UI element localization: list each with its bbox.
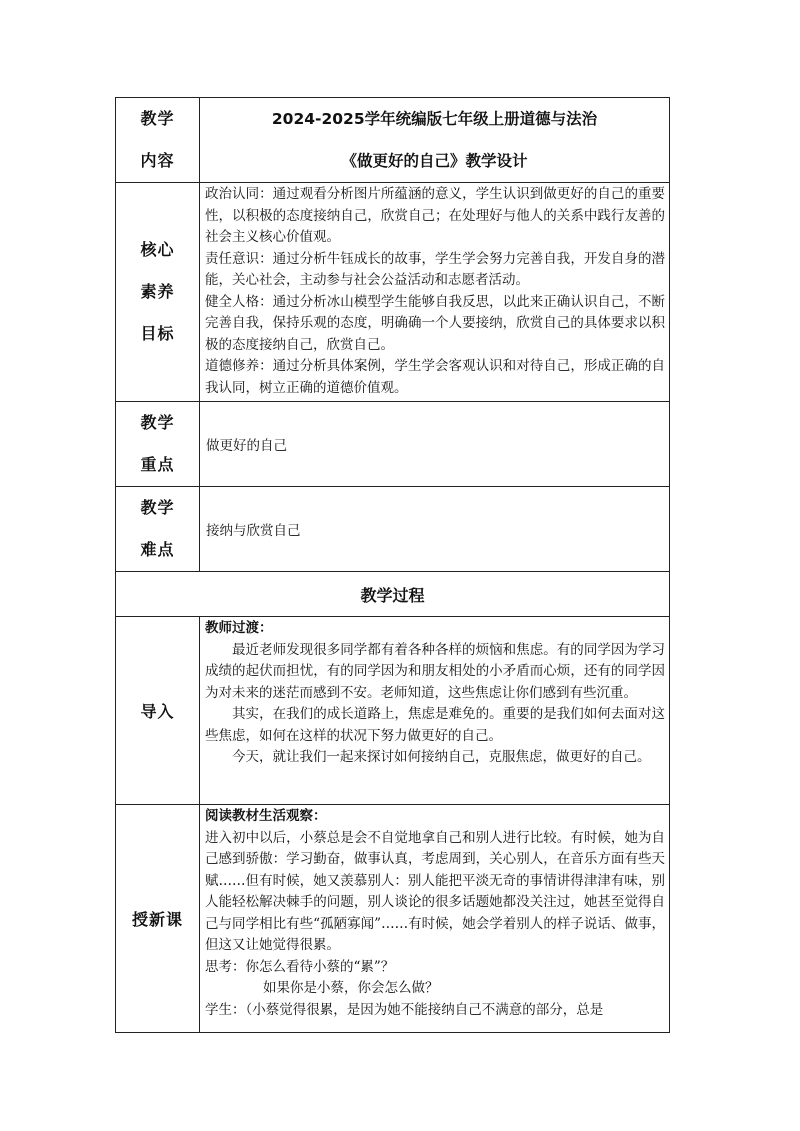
goal-item: 健全人格：通过分析冰山模型学生能够自我反思，以此来正确认识自己，不断完善自我，保持乐观的态度，明确确一个人要接纳，欣赏自己的具体要求以积极的态度接纳自己，欣赏自己。 [205, 293, 665, 353]
new-lesson-heading: 阅读教材生活观察： [205, 808, 327, 824]
new-lesson-content [200, 805, 670, 1033]
key-point-row [116, 402, 670, 487]
intro-paragraph: 今天，就让我们一起来探讨如何接纳自己，克服焦虑，做更好的自己。 [232, 749, 651, 765]
document-title [200, 98, 670, 183]
label-line: 核心 [140, 240, 175, 259]
new-lesson-label: 授新课 [116, 805, 200, 1033]
label-line: 素养 [140, 282, 175, 301]
difficulty-row [116, 487, 670, 572]
goals-label [116, 183, 200, 402]
title-line-2: 《做更好的自己》教学设计 [341, 152, 528, 170]
title-line-1: 2024-2025学年统编版七年级上册道德与法治 [271, 110, 598, 128]
intro-paragraph: 最近老师发现很多同学都有着各种各样的烦恼和焦虑。有的同学因为学习成绩的起伏而担忧，有的同学因为和朋友相处的小矛盾而心烦，还有的同学因为对未来的迷茫而感到不安。老师知道，这些焦虑让你们感到有些沉重。 [205, 641, 665, 701]
new-lesson-row [116, 805, 670, 1033]
goals-row [116, 183, 670, 402]
label-line: 目标 [140, 324, 175, 343]
student-answer: 学生：（小蔡觉得很累，是因为她不能接纳自己不满意的部分，总是 [205, 1001, 604, 1018]
process-title: 教学过程 [116, 572, 670, 617]
key-point-text: 做更好的自己 [200, 402, 670, 487]
difficulty-label [116, 487, 200, 572]
label-line: 教学 [140, 109, 175, 128]
key-point-label [116, 402, 200, 487]
intro-label: 导入 [116, 617, 200, 805]
difficulty-text: 接纳与欣赏自己 [200, 487, 670, 572]
think-question-1: 思考：你怎么看待小蔡的“累”？ [205, 958, 395, 975]
label-line: 内容 [140, 151, 175, 170]
think-question-2: 如果你是小蔡，你会怎么做？ [263, 980, 439, 996]
goals-content [200, 183, 670, 402]
label-line: 重点 [140, 455, 175, 474]
intro-row [116, 617, 670, 805]
goal-item: 责任意识：通过分析牛钰成长的故事，学生学会努力完善自我，开发自身的潜能，关心社会，主动参与社会公益活动和志愿者活动。 [205, 250, 665, 288]
content-label [116, 98, 200, 183]
header-row [116, 98, 670, 183]
intro-heading: 教师过渡： [205, 620, 273, 636]
goal-item: 道德修养：通过分析具体案例，学生学会客观认识和对待自己，形成正确的自我认同，树立正确的道德价值观。 [205, 358, 665, 396]
process-row [116, 572, 670, 617]
intro-paragraph: 其实，在我们的成长道路上，焦虑是难免的。重要的是我们如何去面对这些焦虑，如何在这样的状况下努力做更好的自己。 [205, 706, 665, 744]
story-paragraph: 进入初中以后，小蔡总是会不自觉地拿自己和别人进行比较。有时候，她为自己感到骄傲：学习勤奋，做事认真，考虑周到，关心别人，在音乐方面有些天赋……但有时候，她又羡慕别人：别人能把平淡无奇的事情讲得津津有味，别人能轻松解决棘手的问题，别人谈论的很多话题她都没关注过，她甚至觉得自己与同学相比有些“孤陋寡闻”……有时候，她会学着别人的样子说话、做事，但这又让她觉得很累。 [205, 829, 665, 953]
goal-item: 政治认同：通过观看分析图片所蕴涵的意义，学生认识到做更好的自己的重要性，以积极的态度接纳自己，欣赏自己；在处理好与他人的关系中践行友善的社会主义核心价值观。 [205, 186, 665, 245]
intro-content [200, 617, 670, 805]
label-line: 教学 [140, 413, 175, 432]
lesson-plan-table [115, 97, 670, 1033]
label-line: 教学 [140, 498, 175, 517]
label-line: 难点 [140, 540, 175, 559]
